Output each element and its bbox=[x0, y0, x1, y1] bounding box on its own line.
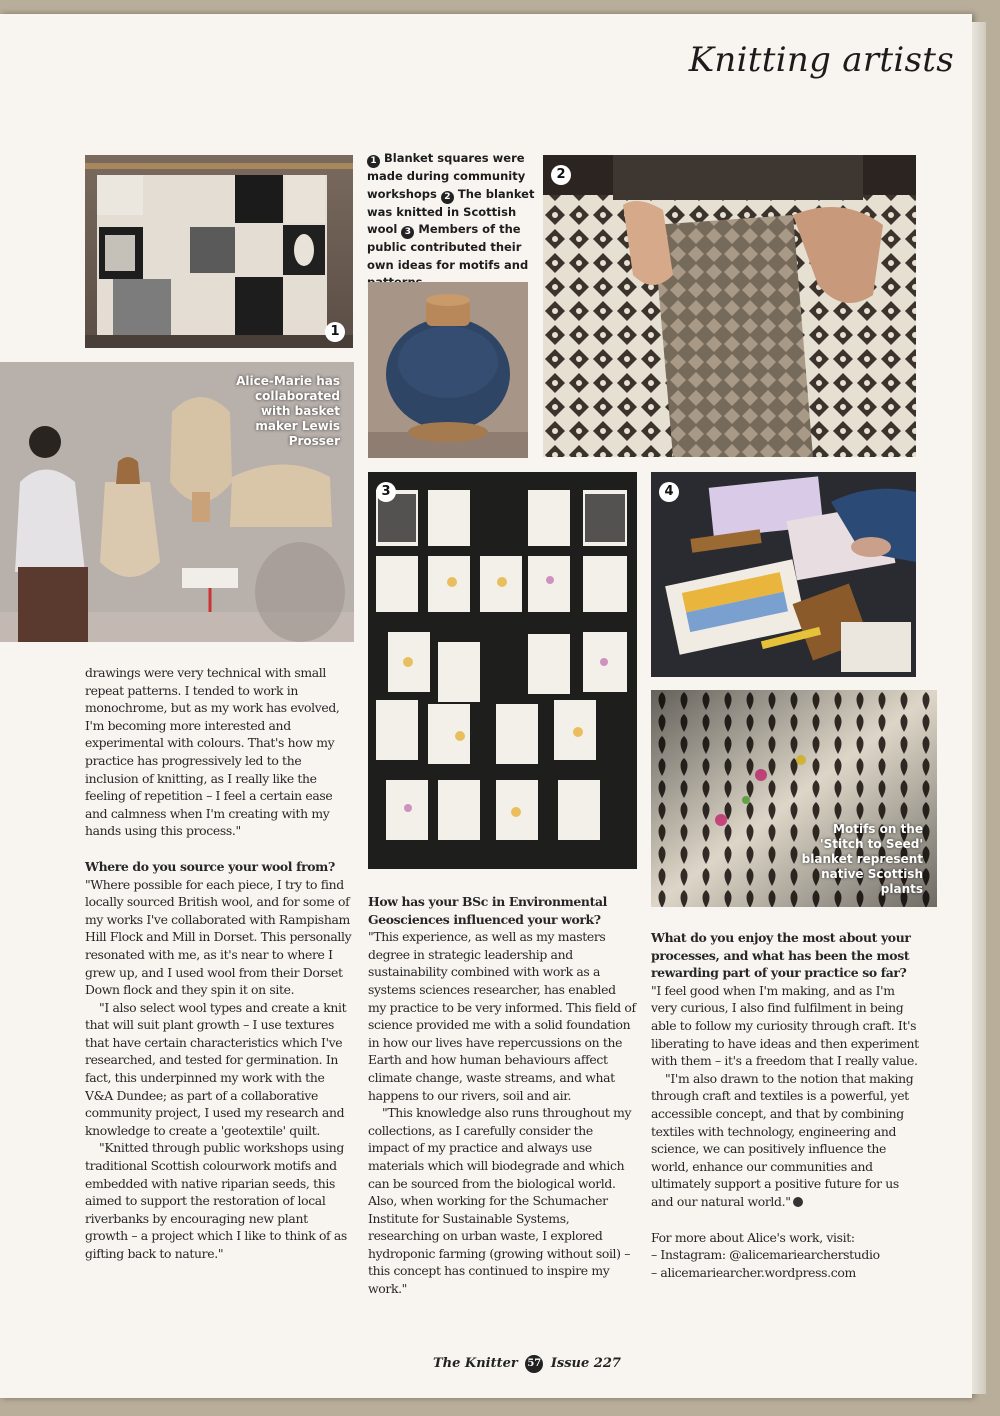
footer-page-number: 57 bbox=[525, 1355, 543, 1373]
col3-paragraph-1: "I feel good when I'm making, and as I'm very curious, I also find fulfilment in being able to follow my curiosity through craft. It's liberating to have ideas and then experiment with them – it's a freedom that I really value. bbox=[651, 982, 919, 1069]
website-link[interactable]: – alicemariearcher.wordpress.com bbox=[651, 1264, 856, 1280]
caption-text-3: Members of the public contributed their own ideas for motifs and bbox=[367, 222, 529, 272]
caption-number-3: 3 bbox=[401, 226, 414, 239]
basket-photo-caption: Alice-Marie has collaborated with basket maker Lewis Prosser bbox=[236, 374, 340, 448]
page-edge bbox=[972, 22, 986, 1394]
more-info-label: For more about Alice's work, visit: bbox=[651, 1229, 855, 1245]
caption-number-2: 2 bbox=[441, 191, 454, 204]
text-column-1 bbox=[85, 664, 353, 1263]
photo-number-2: 2 bbox=[551, 165, 571, 185]
end-mark-icon bbox=[793, 1197, 803, 1207]
footer-magazine: The Knitter bbox=[433, 1356, 518, 1371]
caption-number-1: 1 bbox=[367, 155, 380, 168]
photo-workshop-drawing bbox=[651, 472, 916, 677]
photo-stitch-to-seed-motifs bbox=[651, 690, 937, 907]
question-enjoy-most: What do you enjoy the most about your processes, and what has been the most rewarding part of your practice so far? bbox=[651, 930, 911, 981]
section-title: Knitting artists bbox=[688, 40, 954, 80]
question-wool-source: Where do you source your wool from? bbox=[85, 858, 335, 874]
photo-number-4: 4 bbox=[659, 482, 679, 502]
col2-paragraph-2: "This knowledge also runs throughout my collections, as I carefully consider the impact of my practice and always use materials which will biodegrade and which can be sourced from the biological world. Also, when working for the Schumacher Institute for Sustainable Systems, researching on urban waste, I explored hydroponic farming (growing without soil) – this concept has continued to inspire my work." bbox=[368, 1105, 632, 1297]
question-bsc-influence: How has your BSc in Environmental Geosciences influenced your work? bbox=[368, 894, 607, 927]
photo-knitted-vessel bbox=[368, 282, 528, 458]
footer-issue: Issue 227 bbox=[550, 1356, 621, 1371]
col3-paragraph-2 bbox=[651, 1070, 921, 1211]
page-footer bbox=[433, 1355, 621, 1373]
photo-blanket-squares bbox=[85, 155, 353, 348]
photo-motif-drawings bbox=[368, 472, 637, 869]
col2-paragraph-1: "This experience, as well as my masters degree in strategic leadership and sustainability combined with work as a systems sciences researcher, has enabled my practice to be very informed. This field of science provided me with a solid foundation in how our lives have repercussions on the Earth and how human behaviours affect climate change, waste streams, and what happens to our rivers, soil and air. bbox=[368, 929, 636, 1103]
motifs-photo-caption: Motifs on the 'Stitch to Seed' blanket represent native Scottish plants bbox=[801, 822, 923, 896]
caption-text-2: The blanket was knitted in Scottish wool bbox=[367, 186, 535, 237]
photo-basket-gallery bbox=[0, 362, 354, 642]
photo-number-3: 3 bbox=[376, 482, 396, 502]
photo-number-1: 1 bbox=[325, 322, 345, 342]
photo-caption-top bbox=[367, 150, 537, 292]
col3-paragraph-2-text: "I'm also drawn to the notion that making through craft and textiles is a powerful, yet accessible concept, and that by combining textiles with technology, engineering and science, we can positively influence the world, enhance our communities and ultimately support a positive future for us and our natural world." bbox=[651, 1070, 914, 1209]
photo-colourwork-blanket bbox=[543, 155, 916, 457]
col1-paragraph-4: "Knitted through public workshops using traditional Scottish colourwork motifs and embedded with native riparian seeds, this aimed to support the restoration of local riverbanks by encouraging new plant growth – a project which I like to think of as gifting back to nature." bbox=[85, 1140, 347, 1261]
caption-text-1: Blanket squares were made during community workshops bbox=[367, 151, 526, 201]
col1-paragraph-2: "Where possible for each piece, I try to find locally sourced British wool, and for some of my works I've collaborated with Rampisham Hill Flock and Mill in Dorset. This personally resonated with me, as it's near to where I grew up, and I used wool from their Dorset Down flock and they spin it on site. bbox=[85, 876, 352, 998]
text-column-2 bbox=[368, 893, 637, 1298]
col1-paragraph-3: "I also select wool types and create a knit that will suit plant growth – I use textures that have certain characteristics which I've researched, and tested for germination. In fact, this underpinned my work with the V&A Dundee; as part of a collaborative community project, I used my research and knowledge to create a 'geotextile' quilt. bbox=[85, 999, 347, 1138]
col1-paragraph-1: drawings were very technical with small repeat patterns. I tended to work in monochrome, but as my work has evolved, I'm becoming more interested and experimental with colours. That's how my practice has progressively led to the inclusion of knitting, as I really like the feeling of repetition – I feel a certain ease and calmness when I'm creating with my hands using this process." bbox=[85, 665, 340, 839]
text-column-3 bbox=[651, 929, 921, 1281]
instagram-link[interactable]: – Instagram: @alicemariearcherstudio bbox=[651, 1247, 880, 1263]
